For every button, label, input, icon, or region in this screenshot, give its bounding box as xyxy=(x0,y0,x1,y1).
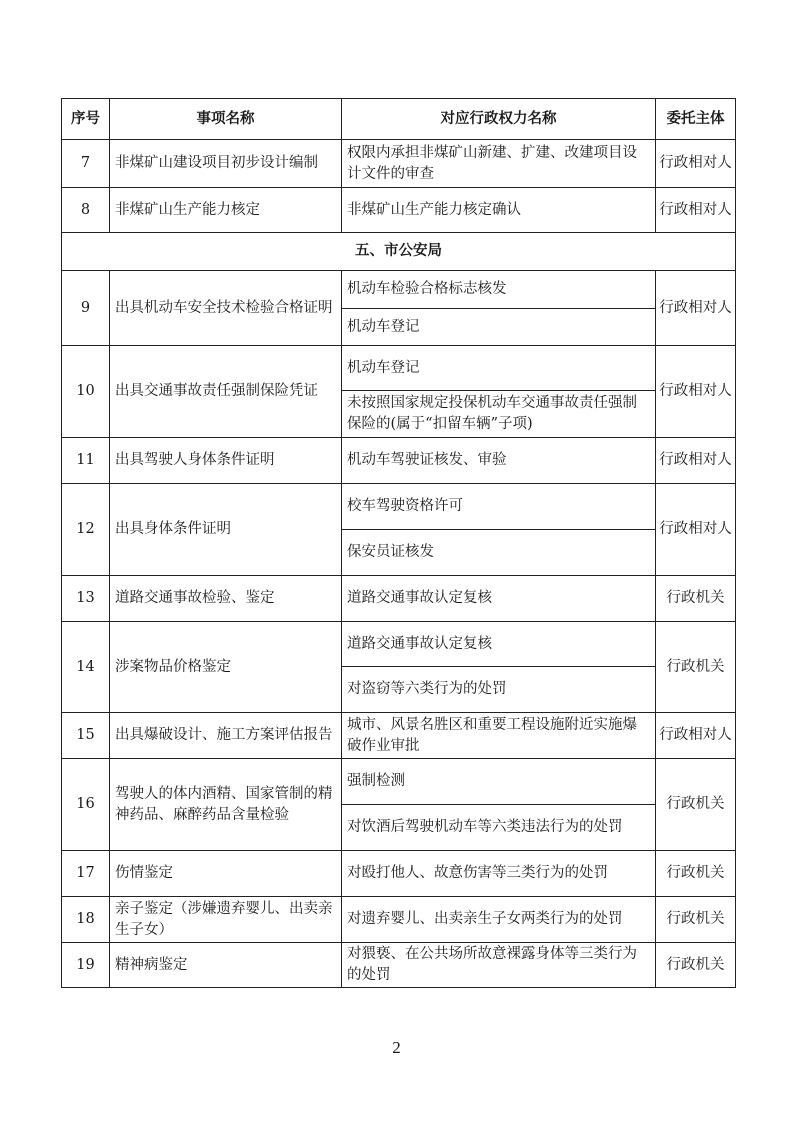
row-number: 14 xyxy=(62,622,110,713)
entrusted-party: 行政机关 xyxy=(656,943,736,988)
entrusted-party: 行政相对人 xyxy=(656,271,736,346)
entrusted-party: 行政机关 xyxy=(656,897,736,943)
table-row xyxy=(62,140,736,188)
table-row xyxy=(62,622,736,667)
table-row xyxy=(62,438,736,484)
page-number: 2 xyxy=(392,1038,401,1057)
header-no: 序号 xyxy=(62,99,110,140)
table-row xyxy=(62,897,736,943)
power-name: 对盗窃等六类行为的处罚 xyxy=(342,667,656,713)
power-name: 对猥亵、在公共场所故意裸露身体等三类行为的处罚 xyxy=(342,943,656,988)
power-name: 机动车登记 xyxy=(342,346,656,391)
entrusted-party: 行政相对人 xyxy=(656,140,736,188)
item-name: 出具驾驶人身体条件证明 xyxy=(110,438,342,484)
power-name: 未按照国家规定投保机动车交通事故责任强制保险的(属于“扣留车辆”子项) xyxy=(342,391,656,438)
row-number: 7 xyxy=(62,140,110,188)
item-name: 伤情鉴定 xyxy=(110,851,342,897)
header-item: 事项名称 xyxy=(110,99,342,140)
power-name: 强制检测 xyxy=(342,759,656,805)
power-name: 道路交通事故认定复核 xyxy=(342,622,656,667)
item-name: 亲子鉴定（涉嫌遗弃婴儿、出卖亲生子女） xyxy=(110,897,342,943)
row-number: 17 xyxy=(62,851,110,897)
power-name: 对饮酒后驾驶机动车等六类违法行为的处罚 xyxy=(342,805,656,851)
row-number: 8 xyxy=(62,188,110,233)
entrusted-party: 行政机关 xyxy=(656,622,736,713)
entrusted-party: 行政相对人 xyxy=(656,713,736,759)
power-name: 对遗弃婴儿、出卖亲生子女两类行为的处罚 xyxy=(342,897,656,943)
section-row xyxy=(62,233,736,271)
entrusted-party: 行政相对人 xyxy=(656,484,736,576)
entrusted-party: 行政相对人 xyxy=(656,188,736,233)
row-number: 10 xyxy=(62,346,110,438)
power-name: 城市、风景名胜区和重要工程设施附近实施爆破作业审批 xyxy=(342,713,656,759)
power-name: 非煤矿山生产能力核定确认 xyxy=(342,188,656,233)
section-heading: 五、市公安局 xyxy=(62,233,736,271)
power-name: 对殴打他人、故意伤害等三类行为的处罚 xyxy=(342,851,656,897)
item-name: 出具机动车安全技术检验合格证明 xyxy=(110,271,342,346)
table-row xyxy=(62,576,736,622)
item-name: 出具交通事故责任强制保险凭证 xyxy=(110,346,342,438)
row-number: 13 xyxy=(62,576,110,622)
table-row xyxy=(62,943,736,988)
table-row xyxy=(62,188,736,233)
power-name: 校车驾驶资格许可 xyxy=(342,484,656,530)
row-number: 19 xyxy=(62,943,110,988)
entrusted-party: 行政机关 xyxy=(656,759,736,851)
item-name: 出具身体条件证明 xyxy=(110,484,342,576)
row-number: 9 xyxy=(62,271,110,346)
power-name: 权限内承担非煤矿山新建、扩建、改建项目设计文件的审查 xyxy=(342,140,656,188)
authority-table xyxy=(61,98,736,988)
table-row xyxy=(62,271,736,309)
row-number: 11 xyxy=(62,438,110,484)
table-row xyxy=(62,759,736,805)
row-number: 12 xyxy=(62,484,110,576)
item-name: 涉案物品价格鉴定 xyxy=(110,622,342,713)
table-row xyxy=(62,484,736,530)
item-name: 非煤矿山建设项目初步设计编制 xyxy=(110,140,342,188)
item-name: 非煤矿山生产能力核定 xyxy=(110,188,342,233)
header-power: 对应行政权力名称 xyxy=(342,99,656,140)
power-name: 机动车驾驶证核发、审验 xyxy=(342,438,656,484)
table-row xyxy=(62,346,736,391)
power-name: 机动车登记 xyxy=(342,309,656,346)
entrusted-party: 行政机关 xyxy=(656,851,736,897)
table-row xyxy=(62,713,736,759)
power-name: 机动车检验合格标志核发 xyxy=(342,271,656,309)
power-name: 保安员证核发 xyxy=(342,530,656,576)
table-row xyxy=(62,851,736,897)
row-number: 15 xyxy=(62,713,110,759)
entrusted-party: 行政机关 xyxy=(656,576,736,622)
header-row xyxy=(62,99,736,140)
header-entrust: 委托主体 xyxy=(656,99,736,140)
power-name: 道路交通事故认定复核 xyxy=(342,576,656,622)
entrusted-party: 行政相对人 xyxy=(656,346,736,438)
item-name: 精神病鉴定 xyxy=(110,943,342,988)
row-number: 16 xyxy=(62,759,110,851)
row-number: 18 xyxy=(62,897,110,943)
item-name: 出具爆破设计、施工方案评估报告 xyxy=(110,713,342,759)
entrusted-party: 行政相对人 xyxy=(656,438,736,484)
item-name: 道路交通事故检验、鉴定 xyxy=(110,576,342,622)
item-name: 驾驶人的体内酒精、国家管制的精神药品、麻醉药品含量检验 xyxy=(110,759,342,851)
